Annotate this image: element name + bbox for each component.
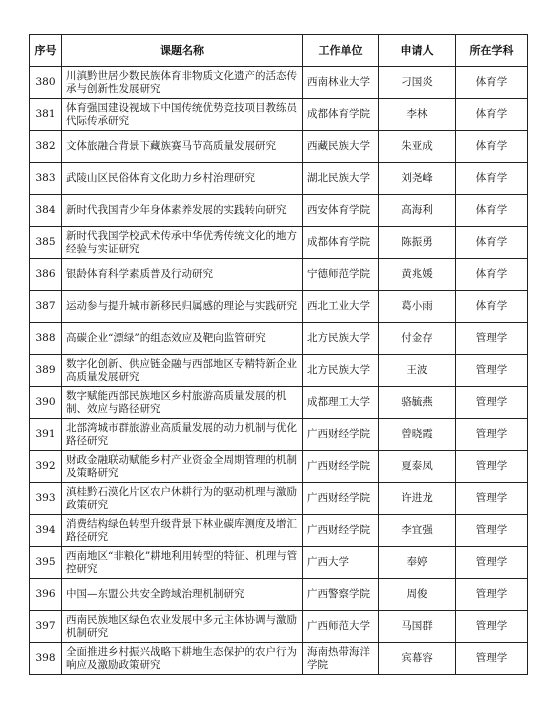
cell-subject: 管理学 — [456, 419, 528, 451]
cell-person: 马国群 — [379, 611, 456, 643]
cell-subject: 体育学 — [456, 259, 528, 291]
cell-title: 新时代我国青少年身体素养发展的实践转向研究 — [62, 195, 303, 227]
cell-subject: 体育学 — [456, 163, 528, 195]
cell-org: 西安体育学院 — [303, 195, 379, 227]
cell-person: 黄兆媛 — [379, 259, 456, 291]
cell-title: 新时代我国学校武术传承中华优秀传统文化的地方经验与实证研究 — [62, 227, 303, 259]
cell-org: 宁德师范学院 — [303, 259, 379, 291]
table-row — [30, 323, 528, 355]
table-row — [30, 579, 528, 611]
cell-subject: 管理学 — [456, 515, 528, 547]
cell-person: 付金存 — [379, 323, 456, 355]
cell-person: 刘尧峰 — [379, 163, 456, 195]
cell-org: 广西财经学院 — [303, 483, 379, 515]
cell-person: 葛小雨 — [379, 291, 456, 323]
cell-person: 周俊 — [379, 579, 456, 611]
cell-title: 滇桂黔石漠化片区农户休耕行为的驱动机理与激励政策研究 — [62, 483, 303, 515]
header-subject: 所在学科 — [456, 35, 528, 67]
table-row — [30, 387, 528, 419]
table-row — [30, 227, 528, 259]
cell-person: 夏泰凤 — [379, 451, 456, 483]
cell-no: 382 — [30, 131, 62, 163]
header-no: 序号 — [30, 35, 62, 67]
table-row — [30, 419, 528, 451]
table-row — [30, 195, 528, 227]
table-body — [30, 67, 528, 675]
cell-subject: 管理学 — [456, 451, 528, 483]
cell-subject: 体育学 — [456, 195, 528, 227]
cell-org: 广西大学 — [303, 547, 379, 579]
cell-no: 395 — [30, 547, 62, 579]
cell-title: 川滇黔世居少数民族体育非物质文化遗产的活态传承与创新性发展研究 — [62, 67, 303, 99]
cell-person: 刁国炎 — [379, 67, 456, 99]
cell-title: 数字化创新、供应链金融与西部地区专精特新企业高质量发展研究 — [62, 355, 303, 387]
cell-subject: 管理学 — [456, 643, 528, 675]
cell-no: 388 — [30, 323, 62, 355]
cell-title: 财政金融联动赋能乡村产业资金全周期管理的机制及策略研究 — [62, 451, 303, 483]
cell-person: 高海利 — [379, 195, 456, 227]
cell-org: 广西财经学院 — [303, 419, 379, 451]
cell-subject: 管理学 — [456, 547, 528, 579]
table-row — [30, 355, 528, 387]
cell-no: 381 — [30, 99, 62, 131]
cell-no: 389 — [30, 355, 62, 387]
cell-org: 西藏民族大学 — [303, 131, 379, 163]
cell-title: 中国—东盟公共安全跨域治理机制研究 — [62, 579, 303, 611]
cell-subject: 体育学 — [456, 227, 528, 259]
cell-title: 文体旅融合背景下藏族赛马节高质量发展研究 — [62, 131, 303, 163]
cell-title: 西南民族地区绿色农业发展中多元主体协调与激励机制研究 — [62, 611, 303, 643]
cell-no: 392 — [30, 451, 62, 483]
table-row — [30, 515, 528, 547]
cell-org: 广西警察学院 — [303, 579, 379, 611]
cell-person: 奉婷 — [379, 547, 456, 579]
cell-title: 武陵山区民俗体育文化助力乡村治理研究 — [62, 163, 303, 195]
cell-no: 387 — [30, 291, 62, 323]
cell-no: 383 — [30, 163, 62, 195]
cell-subject: 管理学 — [456, 323, 528, 355]
cell-org: 成都理工大学 — [303, 387, 379, 419]
cell-title: 高碳企业“漂绿”的组态效应及靶向监管研究 — [62, 323, 303, 355]
cell-person: 骆毓燕 — [379, 387, 456, 419]
cell-org: 北方民族大学 — [303, 355, 379, 387]
table-row — [30, 451, 528, 483]
cell-person: 曾晓霞 — [379, 419, 456, 451]
cell-subject: 体育学 — [456, 291, 528, 323]
cell-no: 386 — [30, 259, 62, 291]
cell-person: 王波 — [379, 355, 456, 387]
cell-org: 成都体育学院 — [303, 99, 379, 131]
cell-title: 全面推进乡村振兴战略下耕地生态保护的农户行为响应及激励政策研究 — [62, 643, 303, 675]
cell-org: 西北工业大学 — [303, 291, 379, 323]
cell-title: 消费结构绿色转型升级背景下林业碳库测度及增汇路径研究 — [62, 515, 303, 547]
table-row — [30, 547, 528, 579]
table-row — [30, 483, 528, 515]
table-row — [30, 643, 528, 675]
cell-person: 陈振勇 — [379, 227, 456, 259]
cell-no: 393 — [30, 483, 62, 515]
cell-no: 394 — [30, 515, 62, 547]
cell-org: 西南林业大学 — [303, 67, 379, 99]
cell-title: 运动参与提升城市新移民归属感的理论与实践研究 — [62, 291, 303, 323]
cell-title: 北部湾城市群旅游业高质量发展的动力机制与优化路径研究 — [62, 419, 303, 451]
cell-subject: 管理学 — [456, 611, 528, 643]
cell-title: 银龄体育科学素质普及行动研究 — [62, 259, 303, 291]
table-row — [30, 291, 528, 323]
cell-subject: 体育学 — [456, 99, 528, 131]
table-row — [30, 163, 528, 195]
cell-subject: 体育学 — [456, 67, 528, 99]
cell-no: 384 — [30, 195, 62, 227]
cell-no: 397 — [30, 611, 62, 643]
cell-org: 成都体育学院 — [303, 227, 379, 259]
cell-subject: 管理学 — [456, 387, 528, 419]
cell-subject: 管理学 — [456, 579, 528, 611]
cell-org: 广西财经学院 — [303, 515, 379, 547]
table-row — [30, 67, 528, 99]
cell-title: 数字赋能西部民族地区乡村旅游高质量发展的机制、效应与路径研究 — [62, 387, 303, 419]
cell-subject: 体育学 — [456, 131, 528, 163]
cell-no: 398 — [30, 643, 62, 675]
cell-title: 西南地区“非粮化”耕地利用转型的特征、机理与管控研究 — [62, 547, 303, 579]
cell-org: 广西师范大学 — [303, 611, 379, 643]
cell-person: 宾幕容 — [379, 643, 456, 675]
cell-subject: 管理学 — [456, 483, 528, 515]
cell-no: 390 — [30, 387, 62, 419]
table-row — [30, 131, 528, 163]
cell-person: 朱亚成 — [379, 131, 456, 163]
header-title: 课题名称 — [62, 35, 303, 67]
cell-no: 391 — [30, 419, 62, 451]
table-row — [30, 611, 528, 643]
cell-no: 380 — [30, 67, 62, 99]
header-person: 申请人 — [379, 35, 456, 67]
cell-subject: 管理学 — [456, 355, 528, 387]
cell-org: 湖北民族大学 — [303, 163, 379, 195]
table-header-row — [30, 35, 528, 67]
table-row — [30, 259, 528, 291]
cell-person: 李林 — [379, 99, 456, 131]
table-row — [30, 99, 528, 131]
cell-person: 许进龙 — [379, 483, 456, 515]
project-list-table-wrapper — [29, 34, 527, 675]
cell-no: 396 — [30, 579, 62, 611]
cell-title: 体育强国建设视域下中国传统优势竞技项目教练员代际传承研究 — [62, 99, 303, 131]
header-org: 工作单位 — [303, 35, 379, 67]
cell-org: 北方民族大学 — [303, 323, 379, 355]
project-list-table — [29, 34, 528, 675]
cell-org: 广西财经学院 — [303, 451, 379, 483]
cell-org: 海南热带海洋学院 — [303, 643, 379, 675]
cell-person: 李宜强 — [379, 515, 456, 547]
cell-no: 385 — [30, 227, 62, 259]
